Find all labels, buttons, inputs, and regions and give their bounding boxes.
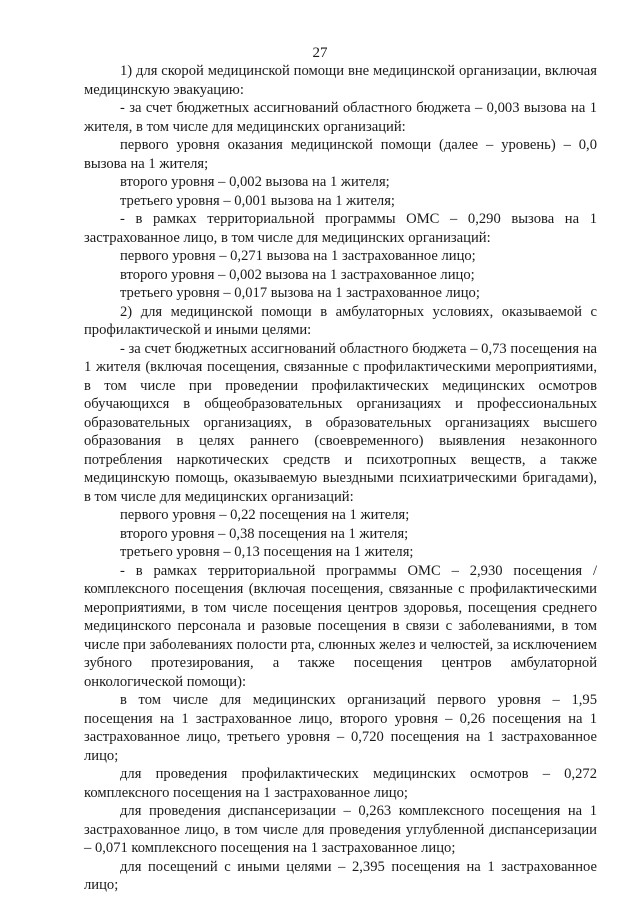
paragraph: второго уровня – 0,38 посещения на 1 жителя; [120,525,409,542]
paragraph: - за счет бюджетных ассигнований областного бюджета – 0,003 вызова на 1 жителя, в том числе для медицинских организаций: [84,100,597,135]
paragraph: третьего уровня – 0,001 вызова на 1 жителя; [120,192,395,209]
paragraph: второго уровня – 0,002 вызова на 1 застрахованное лицо; [120,266,475,283]
paragraph: для посещений с иными целями – 2,395 посещения на 1 застрахованное лицо; [84,858,597,893]
paragraph: второго уровня – 0,002 вызова на 1 жителя; [120,174,390,190]
paragraph: первого уровня оказания медицинской помощи (далее – уровень) – 0,0 вызова на 1 жителя; [84,137,597,172]
paragraph: для проведения диспансеризации – 0,263 комплексного посещения на 1 застрахованное лицо, в том числе для проведения углубленной диспансеризации – 0,071 комплексного посещения на 1 застрахованное лицо; [84,803,597,856]
page-number: 27 [312,45,328,61]
paragraph: 2) для медицинской помощи в амбулаторных условиях, оказываемой с профилактической и иными целями: [84,303,597,338]
paragraph: - в рамках территориальной программы ОМС – 0,290 вызова на 1 застрахованное лицо, в том числе для медицинских организаций: [84,211,597,246]
paragraph: третьего уровня – 0,017 вызова на 1 застрахованное лицо; [120,285,480,301]
paragraph: первого уровня – 0,271 вызова на 1 застрахованное лицо; [120,248,476,264]
paragraph: - в рамках территориальной программы ОМС – 2,930 посещения / комплексного посещения (включая посещения, связанные с профилактическими мероприятиями, в том числе посещения центров здоровья, посещения среднего медицинского персонала и разовые посещения в связи с заболеваниями, в том числе при заболеваниях полости рта, слюнных желез и челюстей, за исключением зубного протезирования, а также посещения центров амбулаторной онкологической помощи): [84,562,597,690]
paragraph: - за счет бюджетных ассигнований областного бюджета – 0,73 посещения на 1 жителя (включая посещения, связанные с профилактическими мероприятиями, в том числе при проведении профилактических медицинских осмотров обучающихся в общеобразовательных организациях и профессиональных образовательных организациях, в образовательных организациях высшего образования в целях раннего (своевременного) выявления незаконного потребления наркотических средств и психотропных веществ, а также медицинскую помощь, оказываемую выездными психиатрическими бригадами), в том числе для медицинских организаций: [84,340,597,505]
document-body [84,62,597,895]
paragraph: третьего уровня – 0,13 посещения на 1 жителя; [120,544,414,560]
paragraph: в том числе для медицинских организаций первого уровня – 1,95 посещения на 1 застрахованное лицо, второго уровня – 0,26 посещения на 1 застрахованное лицо, третьего уровня – 0,720 посещения на 1 застрахованное лицо; [84,692,597,764]
paragraph: для проведения профилактических медицинских осмотров – 0,272 комплексного посещения на 1 застрахованное лицо; [84,766,597,801]
paragraph: 1) для скорой медицинской помощи вне медицинской организации, включая медицинскую эвакуацию: [84,63,597,98]
paragraph: первого уровня – 0,22 посещения на 1 жителя; [120,507,410,523]
